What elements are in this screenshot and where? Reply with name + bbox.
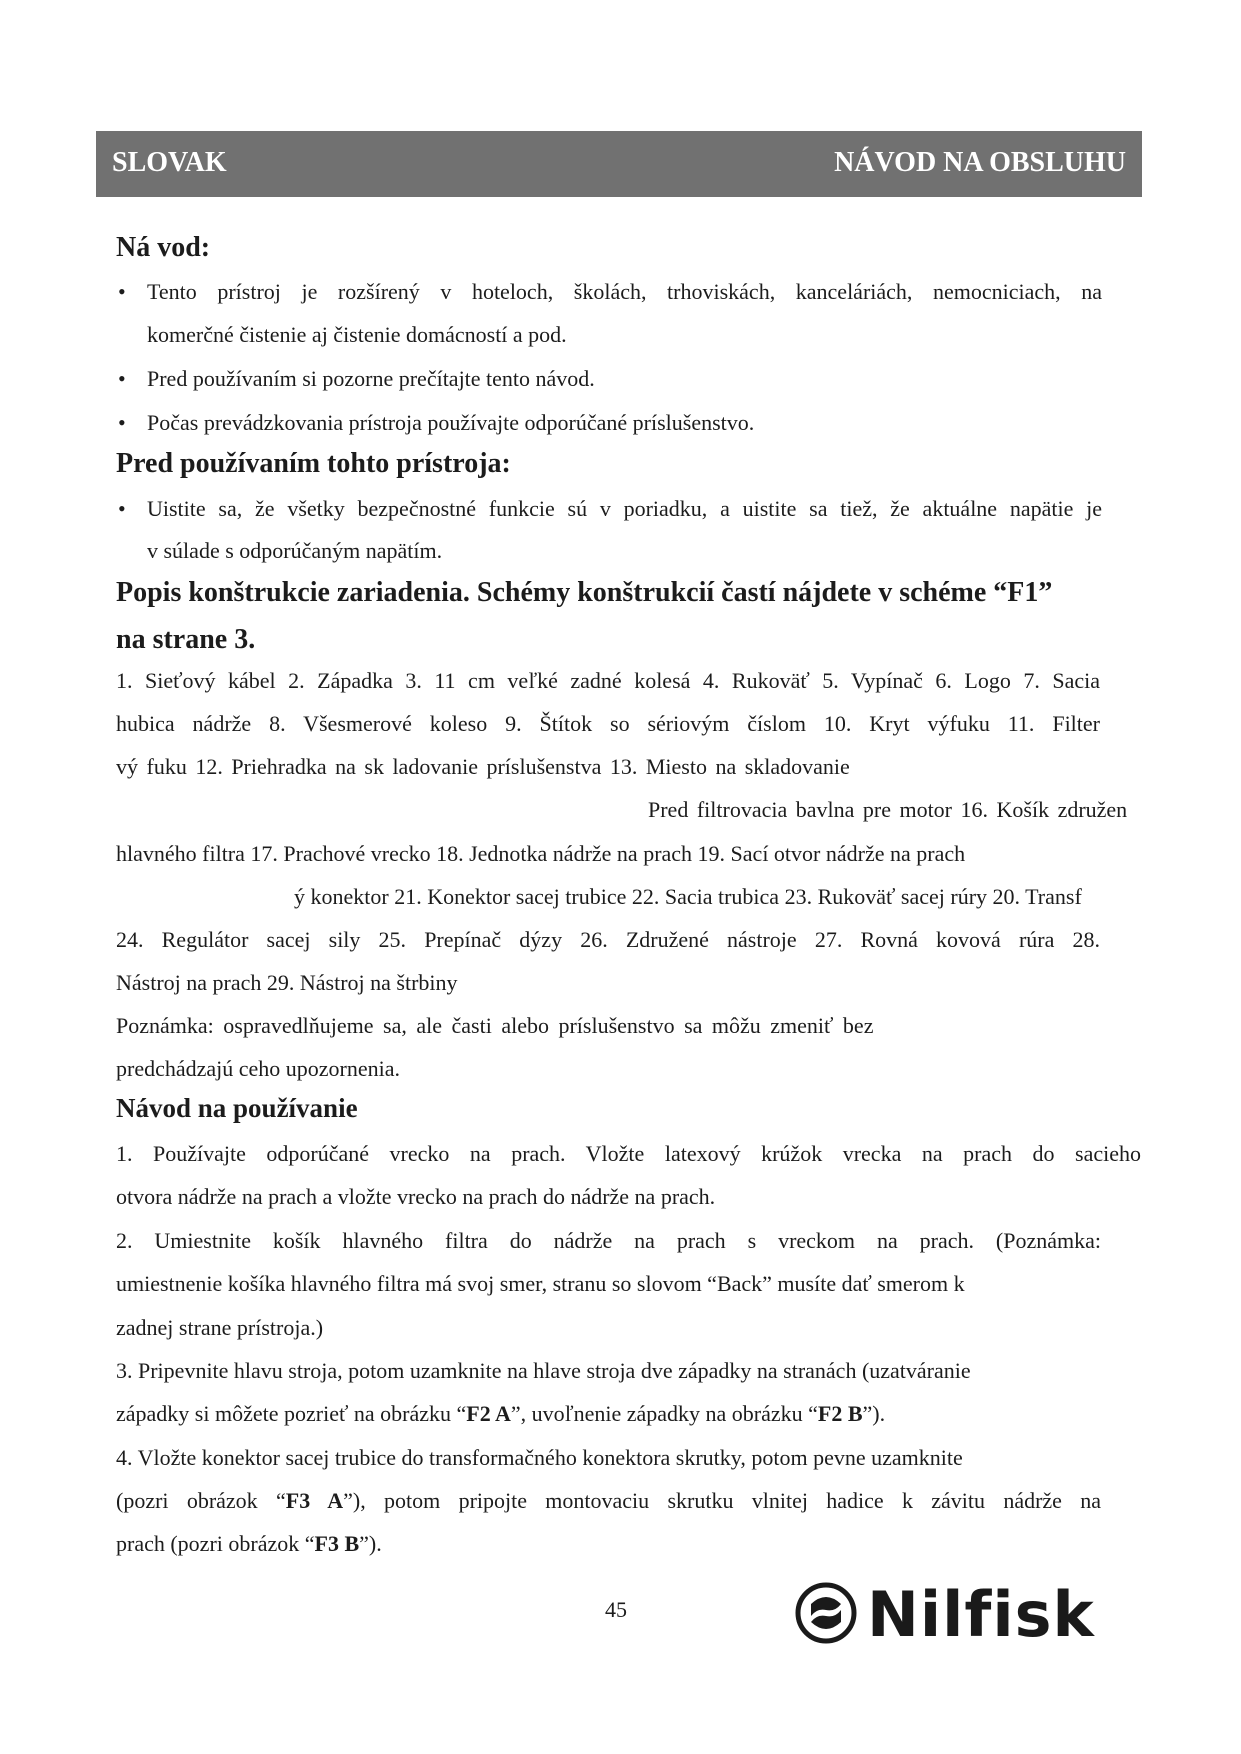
section-title-construction-line-2: na strane 3.	[116, 624, 256, 655]
bullet-icon: •	[118, 366, 126, 391]
parts-line-7: 24. Regulátor sacej sily 25. Prepínač dýzy 26. Združené nástroje 27. Rovná kovová rúra 28.	[116, 927, 1100, 952]
header-language: SLOVAK	[112, 147, 227, 178]
parts-line-2: hubica nádrže 8. Všesmerové koleso 9. Štítok so sériovým číslom 10. Kryt výfuku 11. Filter	[116, 711, 1100, 736]
usage-step-3-line-2: západky si môžete pozrieť na obrázku “F2 A”, uvoľnenie západky na obrázku “F2 B”).	[116, 1401, 886, 1426]
bullet-icon: •	[118, 279, 126, 304]
section-title-construction: Popis konštrukcie zariadenia. Schémy konštrukcií častí nájdete v schéme “F1”	[116, 577, 1053, 608]
parts-line-6: ý konektor 21. Konektor sacej trubice 22. Sacia trubica 23. Rukoväť sacej rúry 20. Transf	[294, 884, 1082, 909]
intro-bullet-3: Počas prevádzkovania prístroja používajte odporúčané príslušenstvo.	[147, 410, 755, 435]
before-use-bullet-line-2: v súlade s odporúčaným napätím.	[147, 538, 443, 563]
figure-ref-f3a: F3 A	[285, 1488, 344, 1513]
figure-ref-f2b: F2 B	[817, 1401, 863, 1426]
usage-step-1-line-1: 1. Používajte odporúčané vrecko na prach. Vložte latexový krúžok vrecka na prach do sacieho	[116, 1141, 1141, 1166]
usage-step-4-line-3: prach (pozri obrázok “F3 B”).	[116, 1531, 382, 1556]
before-use-bullet-line-1: Uistite sa, že všetky bezpečnostné funkcie sú v poriadku, a uistite sa tiež, že aktuálne napätie je	[147, 496, 1102, 521]
section-title-before-use: Pred používaním tohto prístroja:	[116, 448, 511, 479]
header-bar	[96, 131, 1142, 197]
figure-ref-f3b: F3 B	[314, 1531, 360, 1556]
nilfisk-emblem-icon	[795, 1582, 857, 1644]
usage-step-2-line-2: umiestnenie košíka hlavného filtra má svoj smer, stranu so slovom “Back” musíte dať smerom k	[116, 1271, 965, 1296]
intro-bullet-1-line-2: komerčné čistenie aj čistenie domácností a pod.	[147, 322, 567, 347]
header-manual-title: NÁVOD NA OBSLUHU	[834, 147, 1126, 178]
parts-line-1: 1. Sieťový kábel 2. Západka 3. 11 cm veľké zadné kolesá 4. Rukoväť 5. Vypínač 6. Logo 7. Sacia	[116, 668, 1100, 693]
parts-line-5: hlavného filtra 17. Prachové vrecko 18. Jednotka nádrže na prach 19. Sací otvor nádrže na prach	[116, 841, 966, 866]
usage-step-4-line-1: 4. Vložte konektor sacej trubice do transformačného konektora skrutky, potom pevne uzamknite	[116, 1445, 963, 1470]
intro-bullet-1-line-1: Tento prístroj je rozšírený v hoteloch, školách, trhoviskách, kanceláriách, nemocniciach, na	[147, 279, 1102, 304]
section-title-intro: Ná vod:	[116, 232, 211, 263]
logo-wordmark: Nilfisk	[867, 1578, 1095, 1651]
usage-step-2-line-3: zadnej strane prístroja.)	[116, 1315, 324, 1340]
intro-bullet-2: Pred používaním si pozorne prečítajte tento návod.	[147, 366, 595, 391]
parts-line-3: vý fuku 12. Priehradka na sk ladovanie príslušenstva 13. Miesto na skladovanie	[116, 754, 850, 779]
figure-ref-f2a: F2 A	[466, 1401, 511, 1426]
page-number: 45	[605, 1597, 627, 1622]
note-line-2: predchádzajú ceho upozornenia.	[116, 1056, 401, 1081]
parts-line-4: Pred filtrovacia bavlna pre motor 16. Košík združen	[648, 797, 1128, 822]
usage-step-1-line-2: otvora nádrže na prach a vložte vrecko na prach do nádrže na prach.	[116, 1184, 716, 1209]
bullet-icon: •	[118, 410, 126, 435]
bullet-icon: •	[118, 496, 126, 521]
section-title-usage: Návod na používanie	[116, 1093, 358, 1123]
parts-line-8: Nástroj na prach 29. Nástroj na štrbiny	[116, 970, 458, 995]
note-line-1: Poznámka: ospravedlňujeme sa, ale časti alebo príslušenstvo sa môžu zmeniť bez	[116, 1013, 874, 1038]
usage-step-3-line-1: 3. Pripevnite hlavu stroja, potom uzamknite na hlave stroja dve západky na stranách (uzatváranie	[116, 1358, 971, 1383]
usage-step-2-line-1: 2. Umiestnite košík hlavného filtra do nádrže na prach s vreckom na prach. (Poznámka:	[116, 1228, 1101, 1253]
usage-step-4-line-2: (pozri obrázok “F3 A”), potom pripojte montovaciu skrutku vlnitej hadice k závitu nádrže na	[116, 1488, 1101, 1513]
